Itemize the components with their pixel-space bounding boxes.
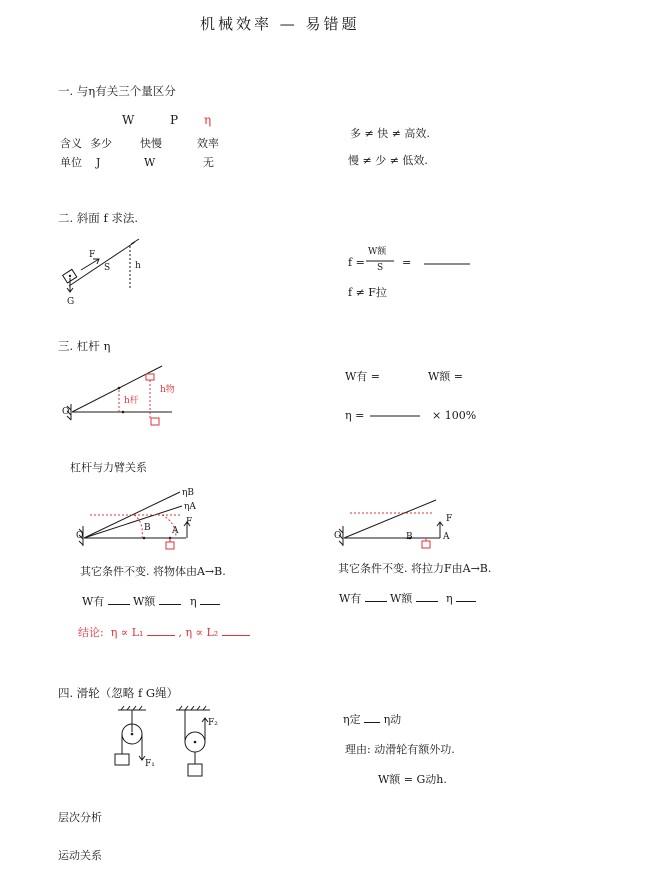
eta-moving-label: η动: [383, 713, 402, 726]
unit-eta: 无: [203, 156, 214, 169]
row-left-eta-label: η: [190, 595, 197, 608]
incline-surface: [69, 242, 135, 286]
pivot-hatch-3: [339, 541, 343, 545]
section-2-heading: 二. 斜面 f 求法.: [58, 211, 139, 225]
row-left-w-useful-label: W有: [82, 595, 105, 608]
row-left-w-useful-blank: [108, 604, 130, 605]
point-b: [143, 537, 146, 540]
arc-b: [134, 515, 142, 538]
lever-label-h-lever: h杆: [124, 396, 139, 406]
object-block: [422, 541, 430, 548]
fixed-pulley-axle: [131, 733, 134, 736]
eta-fixed-row: [343, 714, 401, 725]
row-right-w-extra-blank: [416, 601, 438, 602]
section-3-heading: 三. 杠杆 η: [58, 339, 111, 353]
fixed-load-block: [115, 754, 129, 765]
row-right-eta-label: η: [446, 592, 453, 605]
fig-b-label-a: A: [443, 532, 450, 542]
fixed-hatch-4: [139, 706, 142, 710]
fig-a-label-f: F: [186, 517, 193, 527]
lever-raised: [344, 500, 436, 538]
fixed-hatch-1: [121, 706, 124, 710]
f-formula-fraction-bar: [366, 260, 394, 262]
row-left-w-extra-blank: [159, 604, 181, 605]
moving-hatch-4: [197, 706, 200, 710]
meaning-eta: 效率: [197, 137, 219, 150]
row-left-w-useful: [82, 596, 130, 607]
lever-horizontal-dot: [122, 411, 125, 414]
lever-raised: [72, 366, 162, 412]
fig-b-label-o: O: [334, 531, 342, 541]
incline-label-s: S: [104, 263, 111, 273]
fig-b-label-b: B: [406, 532, 413, 542]
condition-move-object: 其它条件不变. 将物体由A→B.: [80, 565, 226, 578]
fig-b-label-f: F: [446, 514, 453, 524]
f-formula-blank: [424, 263, 470, 265]
unit-label: 单位: [60, 156, 82, 169]
fixed-hatch-3: [133, 706, 136, 710]
pulley-label-f2: F₂: [208, 718, 218, 728]
block-center-dot: [69, 275, 71, 277]
object-low: [151, 418, 159, 425]
f-formula-equals: =: [402, 256, 412, 269]
unit-p: W: [144, 156, 156, 169]
row-right-eta-blank: [456, 601, 476, 602]
conclusion-1: η ∝ L₁: [110, 626, 144, 639]
lever-label-o: O: [62, 407, 70, 417]
footer-line-1: 层次分析: [58, 811, 102, 824]
lever-line-a: [84, 506, 182, 538]
incline-label-f: F: [89, 250, 96, 260]
conclusion-2-blank: [222, 635, 250, 636]
eta-lhs: η =: [345, 409, 365, 422]
row-left-eta-blank: [200, 604, 220, 605]
conclusion-label: 结论:: [78, 626, 104, 639]
row-right-w-extra: [390, 593, 438, 604]
fig-a-label-eta-a: ηA: [184, 502, 196, 512]
lever-raised-dot: [118, 387, 121, 390]
lever-figure-move-force: [336, 492, 456, 554]
fig-a-label-o: O: [76, 531, 84, 541]
row-right-w-useful: [339, 593, 387, 604]
unit-w: J: [96, 156, 101, 169]
pivot-hatch-3: [79, 541, 83, 545]
symbol-w: W: [122, 113, 135, 127]
condition-move-force: 其它条件不变. 将拉力F由A→B.: [338, 562, 492, 575]
w-useful-label: W有 =: [345, 370, 381, 383]
eta-fixed-label: η定: [343, 713, 361, 726]
meaning-p: 快慢: [140, 137, 162, 150]
f-not-equal-f-pull: f ≠ F拉: [348, 286, 387, 299]
fig-a-label-a: A: [172, 526, 179, 536]
moving-load-block: [188, 764, 202, 776]
meaning-label: 含义: [60, 137, 82, 150]
conclusion-2: η ∝ L₂: [185, 626, 219, 639]
conclusion-separator: ,: [178, 626, 182, 639]
f-formula-numerator: W额: [368, 247, 387, 257]
row-right-w-useful-blank: [365, 601, 387, 602]
pulley-label-f1: F₁: [145, 759, 155, 769]
row-left-w-extra-label: W额: [133, 595, 156, 608]
eta-rhs: × 100%: [432, 409, 477, 422]
eta-blank: [370, 415, 420, 417]
incline-label-h: h: [135, 261, 141, 271]
row-left-eta: [190, 596, 220, 607]
symbol-eta: η: [204, 113, 212, 127]
footer-line-2: 运动关系: [58, 849, 102, 862]
incline-top-tick: [131, 239, 139, 244]
row-right-w-extra-label: W额: [390, 592, 413, 605]
incline-label-g: G: [67, 297, 75, 307]
f-formula-lhs: f =: [348, 256, 365, 269]
moving-hatch-2: [185, 706, 188, 710]
row-right-eta: [446, 593, 476, 604]
fig-a-label-b: B: [144, 523, 151, 533]
pulley-w-extra-formula: W额 = G动h.: [378, 773, 447, 786]
section-4-heading: 四. 滑轮（忽略 f G绳）: [58, 686, 179, 700]
f-formula-denominator: S: [377, 263, 384, 273]
object-block: [166, 542, 174, 549]
note-2: 慢 ≠ 少 ≠ 低效.: [348, 154, 428, 167]
eta-fixed-blank: [364, 722, 380, 723]
row-left-w-extra: [133, 596, 181, 607]
lever-label-h-object: h物: [160, 385, 175, 395]
fig-a-label-eta-b: ηB: [182, 488, 195, 498]
page-title: 机械效率 — 易错题: [200, 15, 360, 33]
meaning-w: 多少: [90, 137, 112, 150]
fixed-hatch-2: [127, 706, 130, 710]
section-1-heading: 一. 与η有关三个量区分: [58, 84, 176, 98]
moving-hatch-3: [191, 706, 194, 710]
object-raised: [146, 374, 154, 380]
conclusion-1-blank: [147, 635, 175, 636]
conclusion: [78, 627, 250, 638]
w-extra-label: W额 =: [428, 370, 464, 383]
pulley-diagram: [110, 704, 230, 784]
pulley-reason: 理由: 动滑轮有额外功.: [345, 743, 455, 756]
moving-pulley-axle: [194, 741, 197, 744]
note-1: 多 ≠ 快 ≠ 高效.: [350, 127, 430, 140]
moving-hatch-5: [203, 706, 206, 710]
symbol-p: P: [170, 113, 179, 127]
row-right-w-useful-label: W有: [339, 592, 362, 605]
lever-arm-subheading: 杠杆与力臂关系: [70, 461, 147, 474]
moving-hatch-1: [179, 706, 182, 710]
